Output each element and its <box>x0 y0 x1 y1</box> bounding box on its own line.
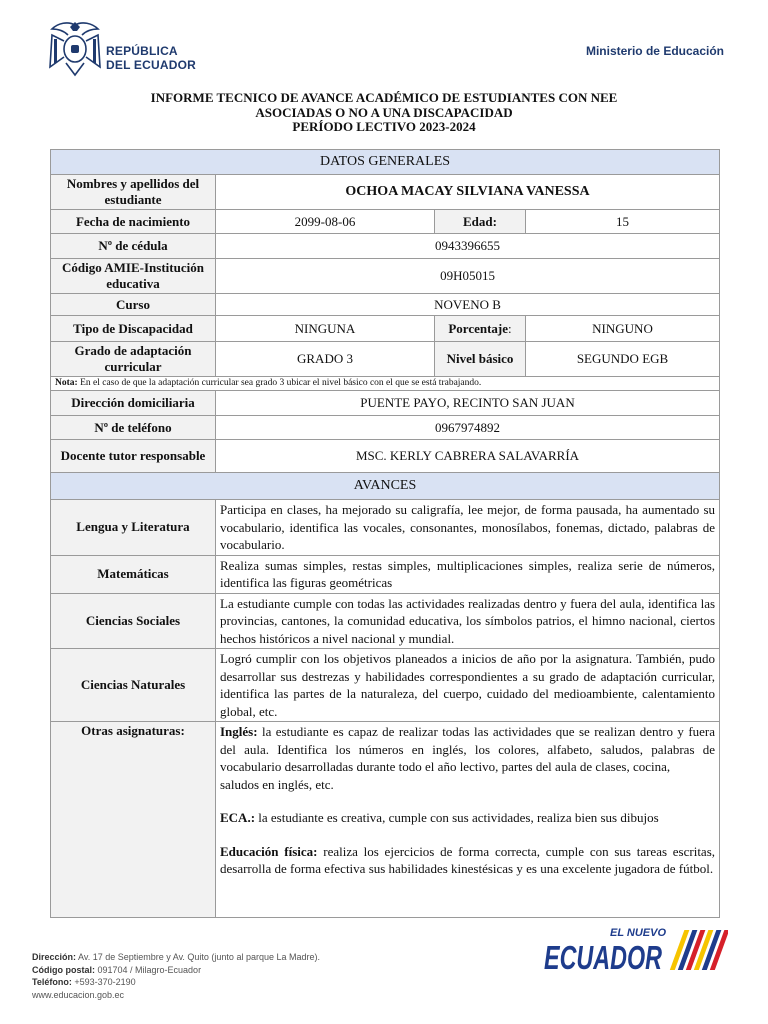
label-basic-level: Nivel básico <box>435 342 526 377</box>
label-age: Edad: <box>435 210 526 234</box>
el-nuevo-ecuador-logo <box>540 920 728 976</box>
id-number: 0943396655 <box>216 234 720 259</box>
footer-address: Dirección: Av. 17 de Septiembre y Av. Quito (junto al parque La Madre). <box>32 952 320 962</box>
educacion-fisica-paragraph: Educación física: realiza los ejercicios de forma correcta, cumple con sus tareas escritas, desarrolla de forma efectiva sus habilidades kinestésicas y es una excelente jugadora de fútbol. <box>220 843 716 876</box>
footer-phone: Teléfono: +593-370-2190 <box>32 977 136 988</box>
lengua-progress: Participa en clases, ha mejorado su caligrafía, lee mejor, de forma pausada, ha aumentado su vocabulario, identifica las vocales, consonantes, monosílabos, fonemas, dictado, palabras de vocabulario. <box>216 500 720 556</box>
matematicas-progress: Realiza sumas simples, restas simples, multiplicaciones simples, realiza serie de números, identifica las figuras geométricas <box>216 555 720 593</box>
ingles-paragraph: Inglés: la estudiante es capaz de realizar todas las actividades que se realizan dentro y fuera del aula. Identifica los números en inglés, los colores, alfabeto, saludos, palabras de vocabulario desarrolladas durante todo el año lectivo, partes del aula de clases, cocina, <box>220 724 716 774</box>
basic-level: SEGUNDO EGB <box>526 342 720 377</box>
disability-type: NINGUNA <box>216 316 435 342</box>
country-name: REPÚBLICA DEL ECUADOR <box>106 44 196 72</box>
age-value: 15 <box>526 210 720 234</box>
label-course: Curso <box>51 294 216 316</box>
section-general-header: DATOS GENERALES <box>51 150 720 175</box>
label-birth-date: Fecha de nacimiento <box>51 210 216 234</box>
label-percentage: Porcentaje: <box>435 316 526 342</box>
ingles-paragraph-end: saludos en inglés, etc. <box>220 776 334 792</box>
curricular-note: Nota: En el caso de que la adaptación curricular sea grado 3 ubicar el nivel básico con el que se está trabajando. <box>51 377 720 391</box>
page-footer <box>32 951 320 1001</box>
naturales-progress: Logró cumplir con los objetivos planeados a inicios de año por la asignatura. También, pudo desarrollar sus destrezas y habilidades correspondientes a su grado de adaptación curricular, identifica las partes de la naturaleza, del cuerpo, cuidado del medioambiente, calentamiento global, etc. <box>216 649 720 722</box>
logo-big-text: ECUADOR <box>544 939 663 976</box>
title-line-3: PERÍODO LECTIVO 2023-2024 <box>292 119 476 134</box>
adaptation-grade: GRADO 3 <box>216 342 435 377</box>
label-sociales: Ciencias Sociales <box>51 593 216 649</box>
ecuador-coat-of-arms-icon <box>44 19 106 81</box>
label-disability-type: Tipo de Discapacidad <box>51 316 216 342</box>
label-id-number: Nº de cédula <box>51 234 216 259</box>
report-title <box>60 91 708 135</box>
amie-code: 09H05015 <box>216 259 720 294</box>
label-phone: Nº de teléfono <box>51 416 216 440</box>
label-naturales: Ciencias Naturales <box>51 649 216 722</box>
report-table <box>50 149 720 918</box>
label-student-name: Nombres y apellidos del estudiante <box>51 175 216 210</box>
ministry-name: Ministerio de Educación <box>585 44 724 58</box>
birth-date: 2099-08-06 <box>216 210 435 234</box>
label-adaptation-grade: Grado de adaptación curricular <box>51 342 216 377</box>
title-line-2: ASOCIADAS O NO A UNA DISCAPACIDAD <box>255 104 513 120</box>
course-value: NOVENO B <box>216 294 720 316</box>
phone-value: 0967974892 <box>216 416 720 440</box>
label-address: Dirección domiciliaria <box>51 391 216 416</box>
student-name: OCHOA MACAY SILVIANA VANESSA <box>216 175 720 210</box>
logo-small-text: EL NUEVO <box>610 927 667 939</box>
section-progress-header: AVANCES <box>51 473 720 500</box>
label-otras: Otras asignaturas: <box>51 722 216 918</box>
footer-website: www.educacion.gob.ec <box>32 989 125 1000</box>
label-matematicas: Matemáticas <box>51 555 216 593</box>
label-amie-code: Código AMIE-Institución educativa <box>51 259 216 294</box>
percentage-value: NINGUNO <box>526 316 720 342</box>
tutor-name: MSC. KERLY CABRERA SALAVARRÍA <box>216 440 720 473</box>
sociales-progress: La estudiante cumple con todas las actividades realizadas dentro y fuera del aula, identifica las provincias, cantones, la comunidad educativa, los símbolos patrios, el himno nacional, ciertos hechos históricos a nivel nacional y mundial. <box>216 593 720 649</box>
label-tutor: Docente tutor responsable <box>51 440 216 473</box>
otras-progress <box>216 722 720 918</box>
title-line-1: INFORME TECNICO DE AVANCE ACADÉMICO DE ESTUDIANTES CON NEE <box>150 90 618 105</box>
label-lengua: Lengua y Literatura <box>51 500 216 556</box>
footer-postal: Código postal: 091704 / Milagro-Ecuador <box>32 964 202 975</box>
page-header <box>0 0 768 90</box>
address-value: PUENTE PAYO, RECINTO SAN JUAN <box>216 391 720 416</box>
eca-paragraph: ECA.: la estudiante es creativa, cumple con sus actividades, realiza bien sus dibujos <box>220 810 659 825</box>
